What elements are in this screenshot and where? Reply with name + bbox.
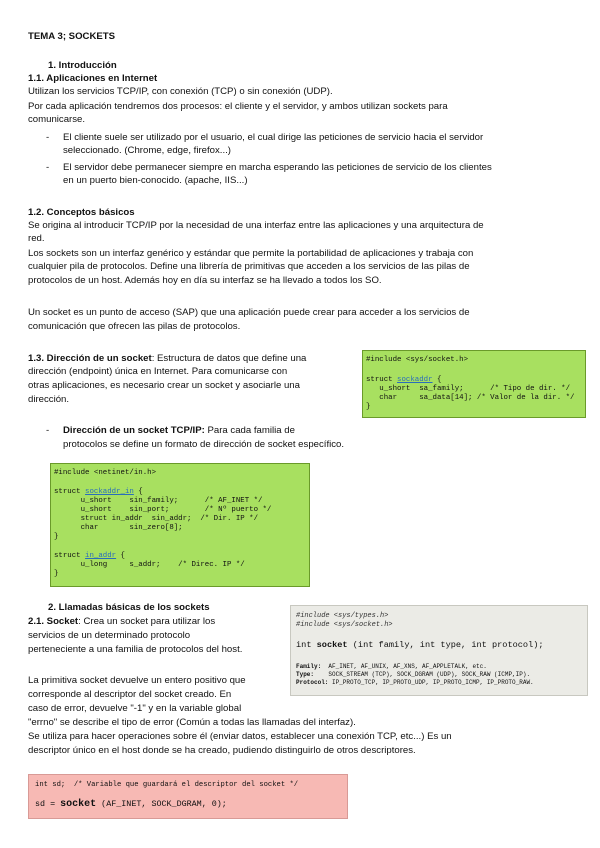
bullet-text: protocolos se define un formato de dirección de socket específico.	[63, 439, 345, 450]
text: : Crea un socket para utilizar los	[78, 616, 216, 627]
code-key: Protocol:	[296, 679, 329, 686]
paragraph: corresponde al descriptor del socket creado. En	[28, 689, 232, 700]
paragraph: dirección.	[28, 394, 70, 405]
page-title: TEMA 3; SOCKETS	[28, 31, 116, 42]
code-line	[296, 671, 530, 679]
code-line	[54, 552, 125, 561]
code-line: }	[366, 403, 371, 411]
code-line: struct in_addr sin_addr; /* Dir. IP */	[54, 515, 259, 523]
code-value: IP_PROTO_TCP, IP_PROTO_UDP, IP_PROTO_ICMP, IP_PROTO_RAW.	[328, 679, 534, 686]
code-line: u_short sin_port; /* Nº puerto */	[54, 506, 272, 514]
section-1-heading: 1. Introducción	[48, 60, 117, 71]
paragraph: "errno" se describe el tipo de error (Común a todas las llamadas del interfaz).	[28, 717, 356, 728]
paragraph: dirección (endpoint) única en Internet. Para comunicarse con	[28, 366, 288, 377]
section-1-3-heading: 1.3. Dirección de un socket	[28, 353, 152, 364]
code-line: u_short sa_family; /* Tipo de dir. */	[366, 385, 571, 393]
code-token: {	[116, 552, 125, 560]
paragraph: La primitiva socket devuelve un entero positivo que	[28, 675, 246, 686]
code-block-socket-call	[28, 774, 348, 819]
code-token: {	[432, 376, 442, 384]
bullet-dash: -	[46, 425, 50, 436]
struct-name: in_addr	[85, 552, 117, 560]
code-line	[54, 488, 143, 497]
paragraph: otras aplicaciones, es necesario crear un socket y asociarle una	[28, 380, 300, 391]
paragraph: red.	[28, 233, 45, 244]
bullet-dash: -	[46, 132, 50, 143]
code-token: int	[296, 640, 317, 650]
code-key: Type:	[296, 671, 315, 678]
code-line: #include <sys/socket.h>	[366, 356, 469, 364]
bullet-dash: -	[46, 162, 50, 173]
paragraph: comunicarse.	[28, 114, 86, 125]
code-line	[296, 679, 534, 687]
code-line: }	[54, 533, 59, 541]
code-line	[35, 799, 227, 810]
bullet-heading: Dirección de un socket TCP/IP:	[63, 425, 205, 436]
code-key: Family:	[296, 663, 322, 670]
bullet-text: El cliente suele ser utilizado por el usuario, el cual dirige las peticiones de servicio hacia el servidor	[63, 132, 484, 143]
paragraph: Utilizan los servicios TCP/IP, con conexión (TCP) o sin conexión (UDP).	[28, 86, 333, 97]
struct-name: sockaddr_in	[85, 488, 134, 496]
paragraph: protocolos de un host. Además hoy en día su interfaz se ha llevado a todos los SO.	[28, 275, 382, 286]
section-2-1-heading: 2.1. Socket	[28, 616, 79, 627]
section-1-2-heading: 1.2. Conceptos básicos	[28, 207, 135, 218]
text: : Estructura de datos que define una	[151, 353, 307, 364]
code-block-sockaddr-in	[50, 463, 310, 587]
struct-name: sockaddr	[397, 376, 433, 384]
code-value: SOCK_STREAM (TCP), SOCK_DGRAM (UDP), SOCK_RAW (ICMP,IP).	[314, 671, 531, 678]
code-token: struct	[366, 376, 398, 384]
code-token: {	[133, 488, 143, 496]
paragraph: perteneciente a una familia de protocolos del host.	[28, 644, 243, 655]
paragraph: comunicación que ofrecen las pilas de protocolos.	[28, 321, 241, 332]
paragraph: servicios de un determinado protocolo	[28, 630, 191, 641]
paragraph: Un socket es un punto de acceso (SAP) que una aplicación puede crear para acceder a los servicios de	[28, 307, 470, 318]
bullet-text	[63, 424, 295, 437]
section-2-heading: 2. Llamadas básicas de los sockets	[48, 602, 210, 613]
text: Para cada familia de	[204, 425, 295, 436]
bullet-text: seleccionado. (Chrome, edge, firefox...)	[63, 145, 231, 156]
function-name: socket	[60, 799, 97, 810]
code-token: sd =	[35, 799, 61, 809]
paragraph	[28, 352, 358, 365]
bullet-text: El servidor debe permanecer siempre en marcha esperando las peticiones de servicio de los clientes	[63, 162, 492, 173]
code-line: u_short sin_family; /* AF_INET */	[54, 497, 263, 505]
code-line	[296, 640, 544, 650]
code-line: int sd; /* Variable que guardará el descriptor del socket */	[35, 781, 299, 789]
code-line: #include <sys/socket.h>	[296, 621, 393, 629]
code-line	[366, 376, 441, 385]
paragraph: Se origina al introducir TCP/IP por la necesidad de una interfaz entre las aplicaciones y una arquitectura de	[28, 220, 484, 231]
code-line: char sa_data[14]; /* Valor de la dir. */	[366, 394, 575, 402]
function-name: socket	[316, 640, 348, 650]
paragraph: Los sockets son un interfaz genérico y estándar que permite la portabilidad de aplicaciones y trabaja con	[28, 248, 474, 259]
section-1-1-heading: 1.1. Aplicaciones en Internet	[28, 73, 158, 84]
code-token: struct	[54, 488, 86, 496]
code-line: char sin_zero[8];	[54, 524, 183, 532]
paragraph: cualquier pila de protocolos. Define una librería de primitivas que acceden a los servicios de las pilas de	[28, 261, 470, 272]
code-line: #include <sys/types.h>	[296, 612, 389, 620]
code-token: struct	[54, 552, 86, 560]
code-line: u_long s_addr; /* Direc. IP */	[54, 561, 245, 569]
code-block-sockaddr	[362, 350, 586, 418]
code-token: (AF_INET, SOCK_DGRAM, 0);	[96, 799, 227, 809]
bullet-text: en un puerto bien-conocido. (apache, IIS...)	[63, 175, 248, 186]
code-block-socket-signature	[290, 605, 588, 696]
code-token: (int family, int type, int protocol);	[347, 640, 544, 650]
code-line: }	[54, 570, 59, 578]
code-line	[296, 663, 487, 671]
paragraph: Por cada aplicación tendremos dos procesos: el cliente y el servidor, y ambos utilizan sockets para	[28, 101, 448, 112]
paragraph: Se utiliza para hacer operaciones sobre él (enviar datos, establecer una conexión TCP, etc...) Es un	[28, 731, 452, 742]
code-value: AF_INET, AF_UNIX, AF_XNS, AF_APPLETALK, etc.	[321, 663, 487, 670]
paragraph: descriptor único en el host donde se ha creado, pudiendo distinguirlo de otros descriptores.	[28, 745, 416, 756]
paragraph: caso de error, devuelve "-1" y en la variable global	[28, 703, 242, 714]
code-line: #include <netinet/in.h>	[54, 469, 157, 477]
paragraph	[28, 615, 215, 628]
